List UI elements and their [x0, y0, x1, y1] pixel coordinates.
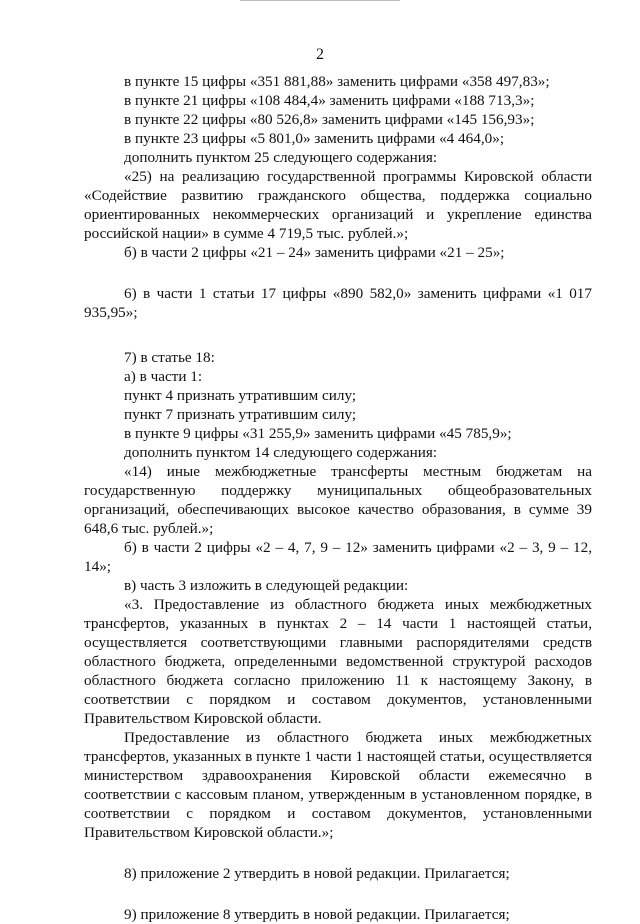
- amendment-line: в пункте 9 цифры «31 255,9» заменить цифрами «45 785,9»;: [124, 425, 512, 442]
- amendment-line: пункт 4 признать утратившим силу;: [124, 387, 357, 404]
- amendment-line: 9) приложение 8 утвердить в новой редакции. Прилагается;: [124, 906, 510, 923]
- page-number: 2: [316, 46, 324, 63]
- scan-edge-mark: [240, 0, 400, 1]
- document-body: [84, 72, 592, 924]
- amendment-line: в пункте 21 цифры «108 484,4» заменить цифрами «188 713,3»;: [124, 92, 535, 109]
- amendment-line: в пункте 15 цифры «351 881,88» заменить цифрами «358 497,83»;: [124, 73, 550, 90]
- amendment-paragraph: «3. Предоставление из областного бюджета иных межбюджетных трансфертов, указанных в пунктах 2 – 14 части 1 настоящей статьи, осуществляется соответствующими главными распорядителями средств областного бюджета, определенными ведомственной структурой расходов областного бюджета согласно приложению 11 к настоящему Закону, в соответствии с порядком и составом документов, установленными Правительством Кировской области.: [84, 596, 592, 727]
- amendment-line: пункт 7 признать утратившим силу;: [124, 406, 357, 423]
- amendment-paragraph: Предоставление из областного бюджета иных межбюджетных трансфертов, указанных в пункте 1 части 1 настоящей статьи, осуществляется министерством здравоохранения Кировской области ежемесячно в соответствии с кассовым планом, утвержденным в установленном порядке, в соответствии с порядком и составом документов, установленными Правительством Кировской области.»;: [84, 729, 592, 841]
- amendment-line: 8) приложение 2 утвердить в новой редакции. Прилагается;: [124, 865, 510, 882]
- amendment-line: б) в части 2 цифры «21 – 24» заменить цифрами «21 – 25»;: [124, 244, 505, 261]
- amendment-line: в пункте 23 цифры «5 801,0» заменить цифрами «4 464,0»;: [124, 130, 505, 147]
- amendment-line: 7) в статье 18:: [124, 349, 215, 366]
- amendment-line: а) в части 1:: [124, 368, 203, 385]
- amendment-paragraph: б) в части 2 цифры «2 – 4, 7, 9 – 12» заменить цифрами «2 – 3, 9 – 12, 14»;: [84, 539, 592, 575]
- amendment-paragraph: «25) на реализацию государственной программы Кировской области «Содействие развитию гражданского общества, поддержка социально ориентированных некоммерческих организаций и укрепление единства российской нации» в сумме 4 719,5 тыс. рублей.»;: [84, 168, 592, 242]
- amendment-line: дополнить пунктом 14 следующего содержания:: [124, 444, 438, 461]
- amendment-line: дополнить пунктом 25 следующего содержания:: [124, 149, 438, 166]
- amendment-paragraph: «14) иные межбюджетные трансферты местным бюджетам на государственную поддержку муниципальных общеобразовательных организаций, обеспечивающих высокое качество образования, в сумме 39 648,6 тыс. рублей.»;: [84, 463, 592, 537]
- amendment-paragraph: 6) в части 1 статьи 17 цифры «890 582,0» заменить цифрами «1 017 935,95»;: [84, 285, 592, 321]
- amendment-line: в пункте 22 цифры «80 526,8» заменить цифрами «145 156,93»;: [124, 111, 535, 128]
- amendment-line: в) часть 3 изложить в следующей редакции:: [124, 577, 409, 594]
